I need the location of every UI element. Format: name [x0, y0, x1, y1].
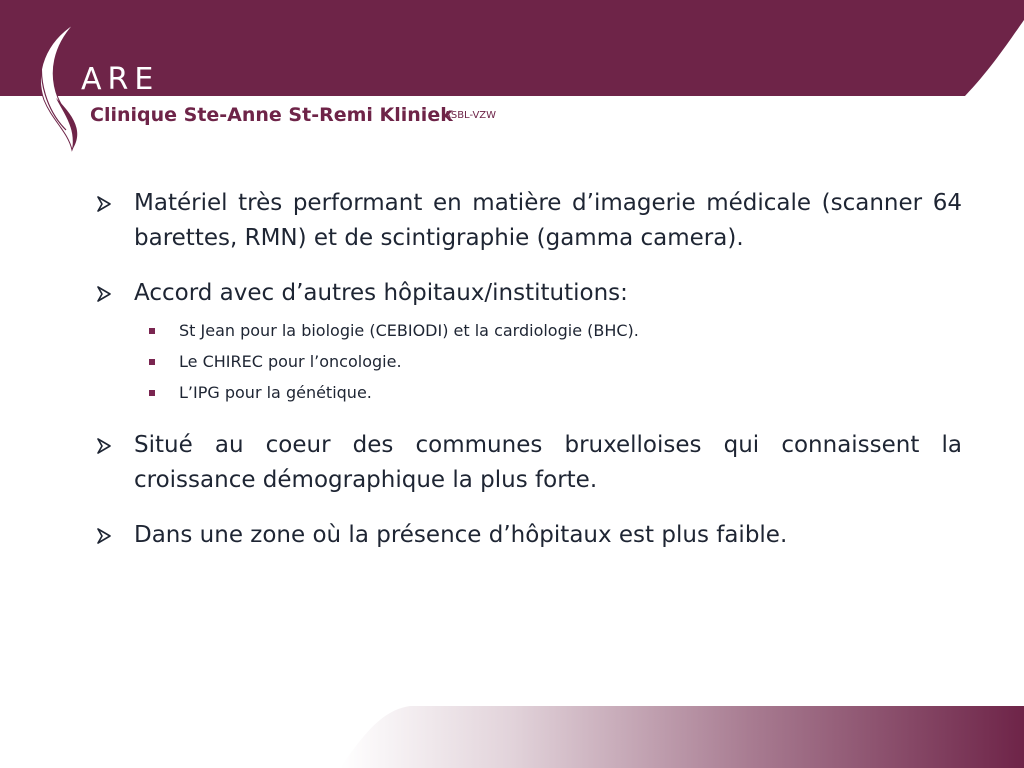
- slide-content: [96, 186, 962, 573]
- bullet-item: [96, 518, 962, 553]
- bullet-text: Matériel très performant en matière d’imagerie médicale (scanner 64 barettes, RMN) et de scintigraphie (gamma camera).: [134, 190, 962, 251]
- square-bullet-icon: [149, 359, 155, 365]
- arrow-bullet-icon: [96, 438, 112, 454]
- clinic-logo: [30, 20, 570, 160]
- square-bullet-icon: [149, 390, 155, 396]
- bullet-item: [96, 276, 962, 408]
- clinic-name: Clinique Ste-Anne St-Remi Kliniek: [90, 104, 453, 126]
- sub-bullet-text: Le CHIREC pour l’oncologie.: [179, 352, 402, 371]
- sub-bullet-item: [134, 315, 962, 346]
- bullet-item: [96, 186, 962, 256]
- sub-bullet-item: [134, 377, 962, 408]
- arrow-bullet-icon: [96, 286, 112, 302]
- sub-bullet-item: [134, 346, 962, 377]
- sub-bullet-text: St Jean pour la biologie (CEBIODI) et la cardiologie (BHC).: [179, 321, 639, 340]
- footer-band: [340, 700, 1024, 768]
- arrow-bullet-icon: [96, 528, 112, 544]
- bullet-item: [96, 428, 962, 498]
- bullet-text: Dans une zone où la présence d’hôpitaux est plus faible.: [134, 522, 788, 548]
- sub-bullet-text: L’IPG pour la génétique.: [179, 383, 372, 402]
- bullet-text: Situé au coeur des communes bruxelloises qui connaissent la croissance démographique la plus forte.: [134, 432, 962, 493]
- logo-letters: ARE: [81, 62, 160, 97]
- legal-form-label: ASBL-VZW: [444, 110, 497, 121]
- bullet-text: Accord avec d’autres hôpitaux/institutions:: [134, 280, 628, 306]
- sub-bullet-list: [134, 315, 962, 408]
- arrow-bullet-icon: [96, 196, 112, 212]
- square-bullet-icon: [149, 328, 155, 334]
